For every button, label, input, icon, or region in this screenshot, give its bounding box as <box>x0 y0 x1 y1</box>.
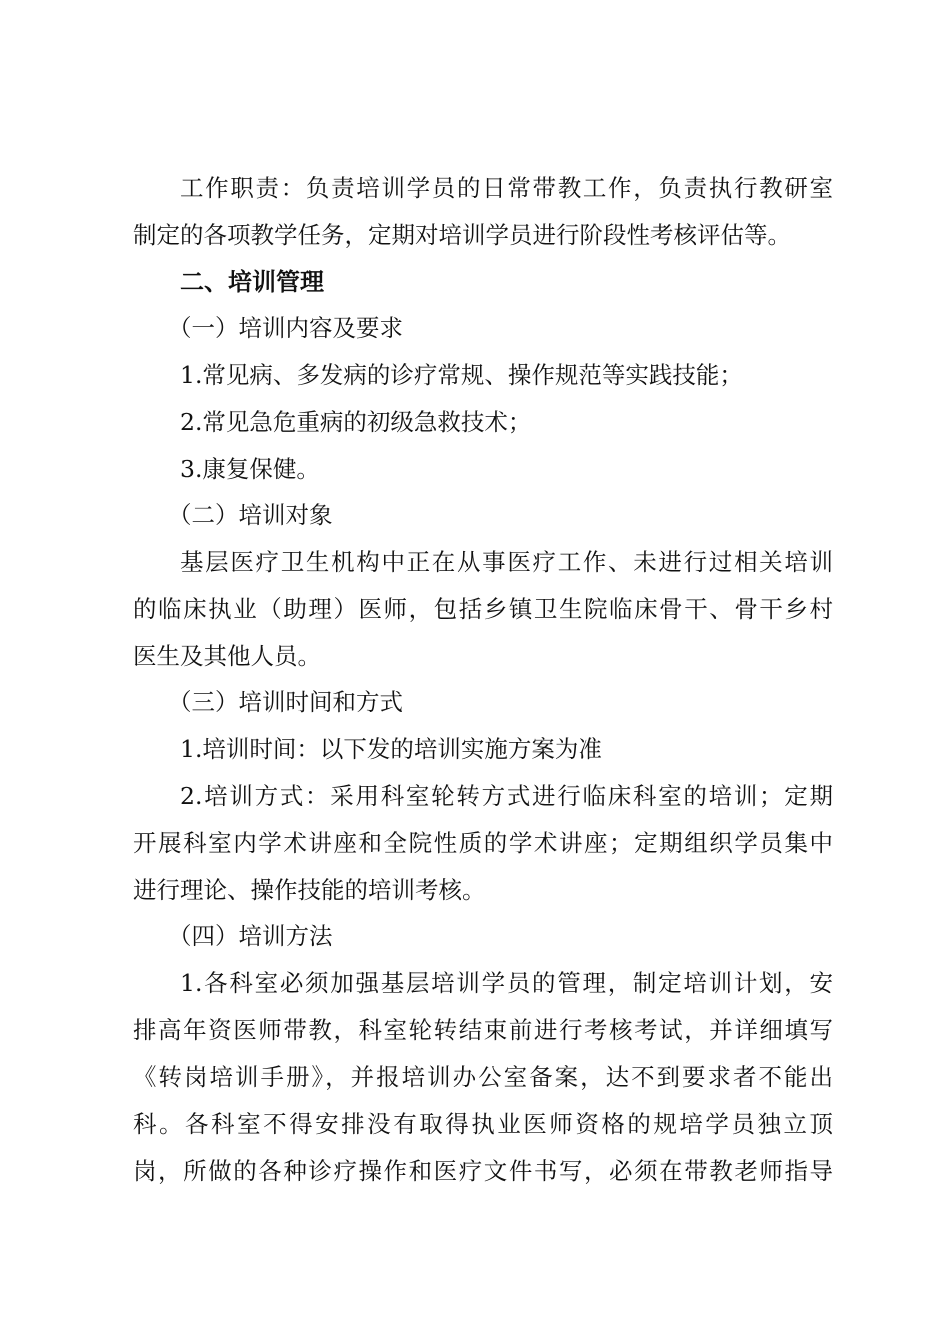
methods-line-5: 岗，所做的各种诊疗操作和医疗文件书写，必须在带教老师指导 <box>133 1157 833 1185</box>
methods-line-1: 1.各科室必须加强基层培训学员的管理，制定培训计划，安 <box>180 969 833 997</box>
method-line-2: 开展科室内学术讲座和全院性质的学术讲座；定期组织学员集中 <box>133 829 833 857</box>
section-heading-training-management: 二、培训管理 <box>180 268 324 296</box>
content-item-3: 3.康复保健。 <box>180 455 320 483</box>
methods-line-2: 排高年资医师带教，科室轮转结束前进行考核考试，并详细填写 <box>133 1016 833 1044</box>
subsection-heading-time-method: （三）培训时间和方式 <box>168 688 403 716</box>
duties-line-2: 制定的各项教学任务，定期对培训学员进行阶段性考核评估等。 <box>133 221 791 249</box>
time-item-1: 1.培训时间：以下发的培训实施方案为准 <box>180 735 602 763</box>
methods-line-4: 科。各科室不得安排没有取得执业医师资格的规培学员独立顶 <box>133 1110 833 1138</box>
content-item-1: 1.常见病、多发病的诊疗常规、操作规范等实践技能； <box>180 361 743 389</box>
subsection-heading-methods: （四）培训方法 <box>168 922 333 950</box>
duties-line-1: 工作职责：负责培训学员的日常带教工作，负责执行教研室 <box>180 174 833 202</box>
target-line-3: 医生及其他人员。 <box>133 642 321 670</box>
methods-line-3: 《转岗培训手册》，并报培训办公室备案，达不到要求者不能出 <box>133 1063 833 1091</box>
target-line-2: 的临床执业（助理）医师，包括乡镇卫生院临床骨干、骨干乡村 <box>133 595 833 623</box>
subsection-heading-target: （二）培训对象 <box>168 501 333 529</box>
method-line-3: 进行理论、操作技能的培训考核。 <box>133 876 486 904</box>
method-line-1: 2.培训方式：采用科室轮转方式进行临床科室的培训；定期 <box>180 782 833 810</box>
target-line-1: 基层医疗卫生机构中正在从事医疗工作、未进行过相关培训 <box>180 548 833 576</box>
subsection-heading-content: （一）培训内容及要求 <box>168 314 403 342</box>
content-item-2: 2.常见急危重病的初级急救技术； <box>180 408 532 436</box>
